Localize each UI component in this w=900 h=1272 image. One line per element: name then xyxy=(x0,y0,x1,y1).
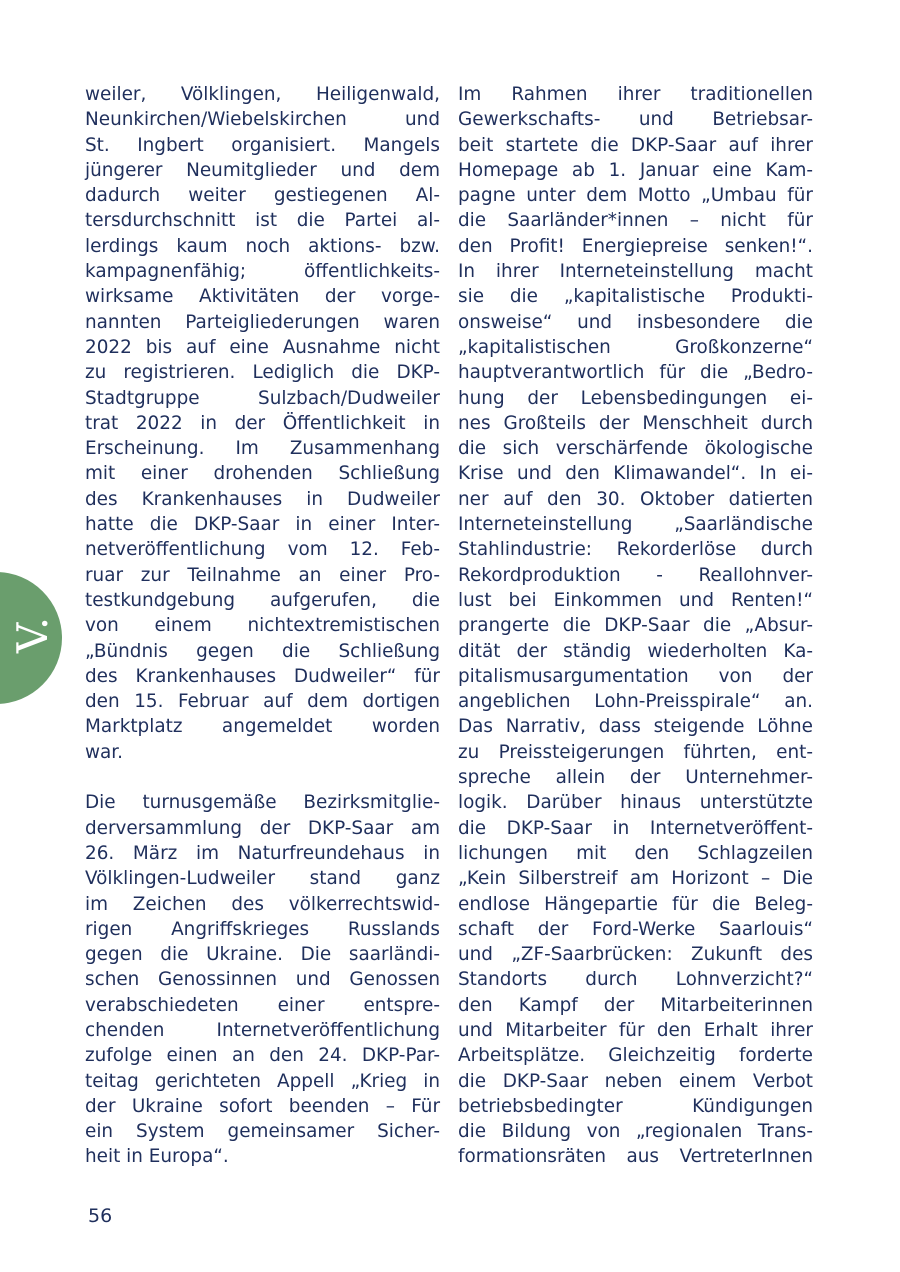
text-line: verabschiedeten einer entspre- xyxy=(85,994,440,1016)
text-line: ner auf den 30. Oktober datierten xyxy=(458,488,813,510)
text-line: nannten Parteigliederungen waren xyxy=(85,311,440,333)
text-line: und „ZF-Saarbrücken: Zukunft des xyxy=(458,944,813,966)
text-line: dität der ständig wiederholten Ka- xyxy=(458,640,813,662)
text-line: „kapitalistischen Großkonzerne“ xyxy=(458,336,813,358)
text-line: lerdings kaum noch aktions- bzw. xyxy=(85,235,440,257)
text-line: Stadtgruppe Sulzbach/Dudweiler xyxy=(85,387,440,409)
text-line: hatte die DKP-Saar in einer Inter- xyxy=(85,514,440,536)
text-line: tersdurchschnitt ist die Partei al- xyxy=(85,210,440,232)
text-line: zu registrieren. Lediglich die DKP- xyxy=(85,362,440,384)
text-line: Rekordproduktion - Reallohnver- xyxy=(458,564,813,586)
paragraph-gap xyxy=(85,765,440,790)
text-line: beit startete die DKP-Saar auf ihrer xyxy=(458,134,813,156)
text-line: den Kampf der Mitarbeiterinnen xyxy=(458,994,813,1016)
text-line: Gewerkschafts- und Betriebsar- xyxy=(458,109,813,131)
text-line: In ihrer Interneteinstellung macht xyxy=(458,261,813,283)
text-line: pagne unter dem Motto „Umbau für xyxy=(458,185,813,207)
text-line: 26. März im Naturfreundehaus in xyxy=(85,842,440,864)
chapter-tab xyxy=(0,572,62,704)
text-line: Im Rahmen ihrer traditionellen xyxy=(458,84,813,105)
text-line: Arbeitsplätze. Gleichzeitig forderte xyxy=(458,1045,813,1067)
text-line: teitag gerichteten Appell „Krieg in xyxy=(85,1070,440,1092)
text-line: Standorts durch Lohnverzicht?“ xyxy=(458,969,813,991)
text-line: spreche allein der Unternehmer- xyxy=(458,767,813,789)
text-line: formationsräten aus VertreterInnen xyxy=(458,1146,813,1168)
text-line: endlose Hängepartie für die Beleg- xyxy=(458,893,813,915)
text-line: kampagnenfähig; öffentlichkeits- xyxy=(85,261,440,283)
text-line: des Krankenhauses Dudweiler“ für xyxy=(85,665,440,687)
text-line: logik. Darüber hinaus unterstützte xyxy=(458,792,813,814)
text-column-right xyxy=(458,82,813,1170)
text-line: zufolge einen an den 24. DKP-Par- xyxy=(85,1045,440,1067)
text-line: nes Großteils der Menschheit durch xyxy=(458,412,813,434)
text-line: von einem nichtextremistischen xyxy=(85,615,440,637)
text-line: prangerte die DKP-Saar die „Absur- xyxy=(458,615,813,637)
text-line: onsweise“ und insbesondere die xyxy=(458,311,813,333)
text-line: die DKP-Saar neben einem Verbot xyxy=(458,1070,813,1092)
text-column-left xyxy=(85,82,440,1170)
text-line: Homepage ab 1. Januar eine Kam- xyxy=(458,159,813,181)
text-line: heit in Europa“. xyxy=(85,1146,229,1168)
text-line: angeblichen Lohn-Preisspirale“ an. xyxy=(458,691,813,713)
text-line: schaft der Ford-Werke Saarlouis“ xyxy=(458,918,813,940)
text-line: Neunkirchen/Wiebelskirchen und xyxy=(85,109,440,131)
text-line: jüngerer Neumitglieder und dem xyxy=(85,159,440,181)
text-line: lust bei Einkommen und Renten!“ xyxy=(458,589,813,611)
text-line: wirksame Aktivitäten der vorge- xyxy=(85,286,440,308)
text-line: testkundgebung aufgerufen, die xyxy=(85,589,440,611)
text-line: rigen Angriffskrieges Russlands xyxy=(85,918,440,940)
text-line: des Krankenhauses in Dudweiler xyxy=(85,488,440,510)
text-line: zu Preissteigerungen führten, ent- xyxy=(458,741,813,763)
text-line: war. xyxy=(85,741,124,763)
text-line: Interneteinstellung „Saarländische xyxy=(458,514,813,536)
text-line: und Mitarbeiter für den Erhalt ihrer xyxy=(458,1019,813,1041)
text-line: 2022 bis auf eine Ausnahme nicht xyxy=(85,336,440,358)
text-line: der Ukraine sofort beenden – Für xyxy=(85,1095,440,1117)
text-line: weiler, Völklingen, Heiligenwald, xyxy=(85,84,440,105)
text-line: Krise und den Klimawandel“. In ei- xyxy=(458,463,813,485)
text-line: Das Narrativ, dass steigende Löhne xyxy=(458,716,813,738)
text-line: hung der Lebensbedingungen ei- xyxy=(458,387,813,409)
text-line: Völklingen-Ludweiler stand ganz xyxy=(85,868,440,890)
text-line: die DKP-Saar in Internetveröffent- xyxy=(458,817,813,839)
page-number: 56 xyxy=(88,1205,113,1227)
text-line: Erscheinung. Im Zusammenhang xyxy=(85,438,440,460)
text-line: Stahlindustrie: Rekorderlöse durch xyxy=(458,539,813,561)
text-line: Die turnusgemäße Bezirksmitglie- xyxy=(85,792,440,814)
chapter-marker: V. xyxy=(8,616,57,654)
text-line: pitalismusargumentation von der xyxy=(458,665,813,687)
text-line: „Bündnis gegen die Schließung xyxy=(85,640,440,662)
text-line: mit einer drohenden Schließung xyxy=(85,463,440,485)
text-line: chenden Internetveröffentlichung xyxy=(85,1019,440,1041)
text-line: Marktplatz angemeldet worden xyxy=(85,716,440,738)
text-line: dadurch weiter gestiegenen Al- xyxy=(85,185,440,207)
text-line: trat 2022 in der Öffentlichkeit in xyxy=(85,412,440,434)
text-line: sie die „kapitalistische Produkti- xyxy=(458,286,813,308)
text-line: im Zeichen des völkerrechtswid- xyxy=(85,893,440,915)
text-line: „Kein Silberstreif am Horizont – Die xyxy=(458,868,813,890)
text-line: die Bildung von „regionalen Trans- xyxy=(458,1121,813,1143)
text-line: ein System gemeinsamer Sicher- xyxy=(85,1121,440,1143)
text-line: St. Ingbert organisiert. Mangels xyxy=(85,134,440,156)
text-line: netveröffentlichung vom 12. Feb- xyxy=(85,539,440,561)
text-line: schen Genossinnen und Genossen xyxy=(85,969,440,991)
text-line: ruar zur Teilnahme an einer Pro- xyxy=(85,564,440,586)
text-line: derversammlung der DKP-Saar am xyxy=(85,817,440,839)
text-line: den Profit! Energiepreise senken!“. xyxy=(458,235,813,257)
text-line: betriebsbedingter Kündigungen xyxy=(458,1095,813,1117)
text-line: hauptverantwortlich für die „Bedro- xyxy=(458,362,813,384)
text-line: die sich verschärfende ökologische xyxy=(458,438,813,460)
text-line: den 15. Februar auf dem dortigen xyxy=(85,691,440,713)
text-line: lichungen mit den Schlagzeilen xyxy=(458,842,813,864)
text-line: gegen die Ukraine. Die saarländi- xyxy=(85,944,440,966)
text-line: die Saarländer*innen – nicht für xyxy=(458,210,813,232)
